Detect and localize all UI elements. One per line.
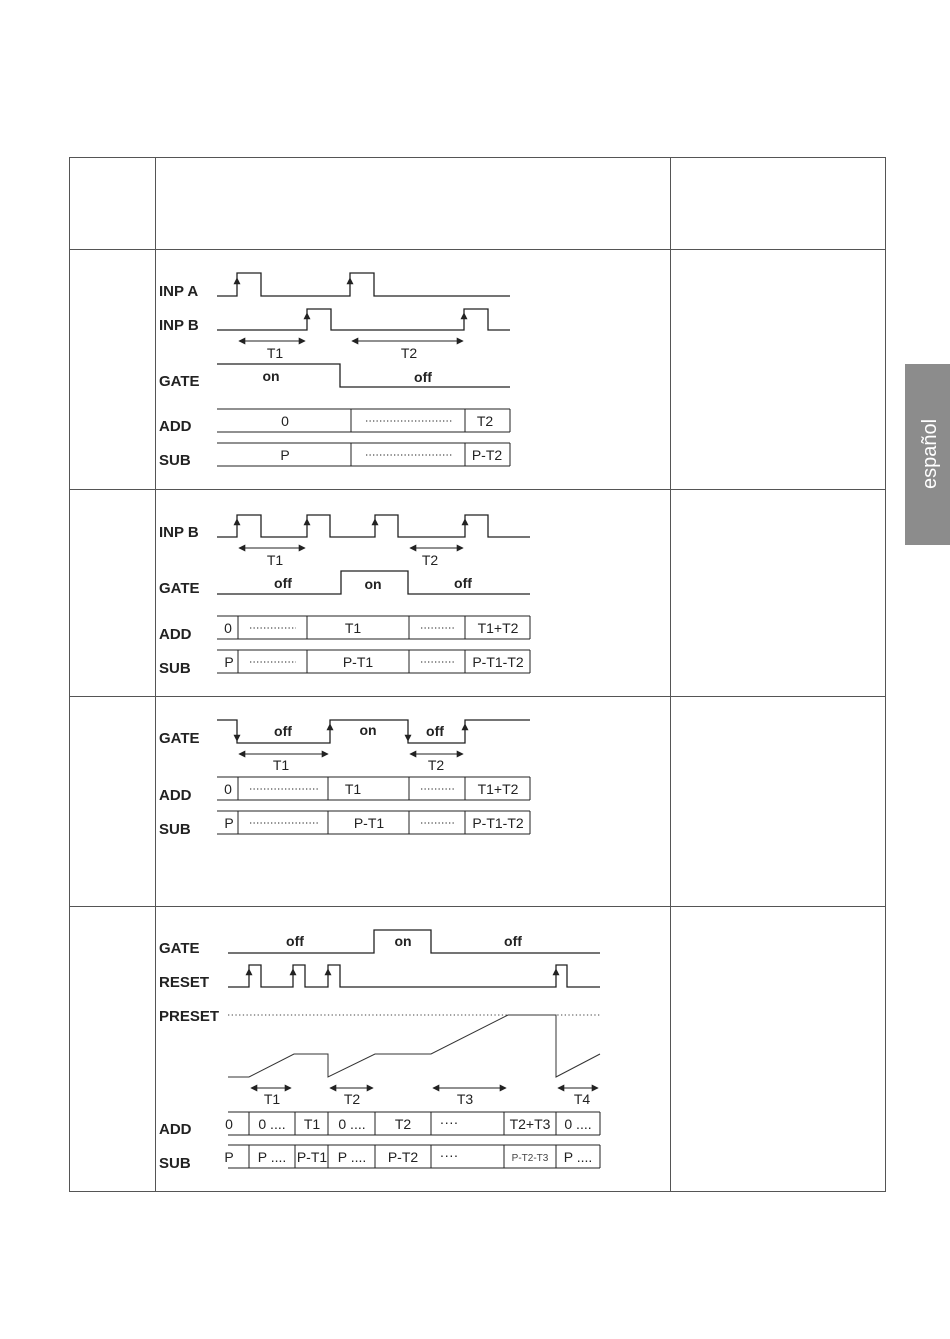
t1-label: T1 [266, 552, 284, 568]
sub-cell: P [280, 447, 290, 463]
add-cell: T1+T2 [477, 781, 519, 797]
add-cell: T1+T2 [477, 620, 519, 636]
row-2-diagram [159, 515, 530, 677]
gate-state-on: on [394, 933, 412, 949]
add-cell: T2 [476, 413, 494, 429]
gate-waveform [228, 930, 600, 953]
sub-cell: P-T1 [296, 1149, 328, 1165]
inp-a-waveform [217, 273, 510, 296]
add-cell: 0 [224, 781, 232, 797]
add-cell: 0 .... [338, 1116, 366, 1132]
add-cell: ···· [439, 1114, 459, 1130]
add-counter-bar [217, 409, 510, 432]
row-1-diagram [159, 273, 510, 469]
sub-cell: ···· [439, 1147, 459, 1163]
sub-cell: P-T2-T3 [511, 1153, 549, 1164]
t3-label: T3 [456, 1091, 474, 1107]
gate-waveform [217, 364, 510, 387]
signal-label-add: ADD [159, 1121, 192, 1138]
row-4-diagram [159, 930, 600, 1172]
gate-state-off: off [426, 723, 444, 739]
add-cell: 0 [281, 413, 289, 429]
t2-label: T2 [400, 345, 418, 361]
signal-label-gate: GATE [159, 373, 200, 390]
sub-cell: P [224, 1149, 234, 1165]
signal-label-sub: SUB [159, 1155, 191, 1172]
signal-label-sub: SUB [159, 660, 191, 677]
signal-label-gate: GATE [159, 940, 200, 957]
signal-label-inp-b: INP B [159, 317, 199, 334]
gate-state-off: off [274, 723, 292, 739]
sub-cell: P-T2 [387, 1149, 419, 1165]
signal-label-sub: SUB [159, 821, 191, 838]
add-cell: T1 [344, 620, 362, 636]
sub-cell: P-T1-T2 [472, 654, 524, 670]
sub-cell: P-T1 [342, 654, 374, 670]
add-cell: T1 [344, 781, 362, 797]
t1-label: T1 [263, 1091, 281, 1107]
gate-state-off: off [454, 575, 472, 591]
add-cell: T1 [303, 1116, 321, 1132]
t1-label: T1 [266, 345, 284, 361]
signal-label-gate: GATE [159, 730, 200, 747]
gate-state-off: off [274, 575, 292, 591]
add-cell: T2 [394, 1116, 412, 1132]
sub-cell: P [224, 654, 234, 670]
t2-label: T2 [427, 757, 445, 773]
gate-state-on: on [364, 576, 382, 592]
add-cell: 0 .... [258, 1116, 286, 1132]
add-cell: 0 .... [564, 1116, 592, 1132]
side-language-tab [905, 364, 950, 545]
sub-cell: P .... [257, 1149, 287, 1165]
gate-state-off: off [286, 933, 304, 949]
t1-label: T1 [272, 757, 290, 773]
t4-label: T4 [573, 1091, 591, 1107]
signal-label-gate: GATE [159, 580, 200, 597]
counter-value-ramp [228, 1015, 600, 1077]
gate-state-on: on [359, 722, 377, 738]
sub-cell: P .... [563, 1149, 593, 1165]
add-cell: 0 [225, 1116, 233, 1132]
add-cell: T2+T3 [509, 1116, 551, 1132]
signal-label-reset: RESET [159, 974, 210, 991]
gate-state-on: on [262, 368, 280, 384]
side-tab-label: español [919, 418, 941, 490]
inp-b-waveform [217, 309, 510, 330]
row-3-diagram [159, 720, 530, 838]
t2-label: T2 [421, 552, 439, 568]
add-cell: 0 [224, 620, 232, 636]
signal-label-add: ADD [159, 787, 192, 804]
signal-label-inp-a: INP A [159, 283, 199, 300]
signal-label-inp-b: INP B [159, 524, 199, 541]
signal-label-sub: SUB [159, 452, 191, 469]
sub-cell: P .... [337, 1149, 367, 1165]
table-grid [69, 157, 886, 1192]
sub-cell: P-T1 [353, 815, 385, 831]
signal-label-add: ADD [159, 626, 192, 643]
sub-cell: P [224, 815, 234, 831]
inp-b-waveform [217, 515, 530, 537]
sub-counter-bar [217, 443, 510, 466]
signal-label-preset: PRESET [159, 1008, 220, 1025]
sub-cell: P-T1-T2 [472, 815, 524, 831]
sub-cell: P-T2 [471, 447, 503, 463]
gate-state-off: off [504, 933, 522, 949]
signal-label-add: ADD [159, 418, 192, 435]
gate-state-off: off [414, 369, 432, 385]
reset-waveform [228, 965, 600, 987]
t2-label: T2 [343, 1091, 361, 1107]
